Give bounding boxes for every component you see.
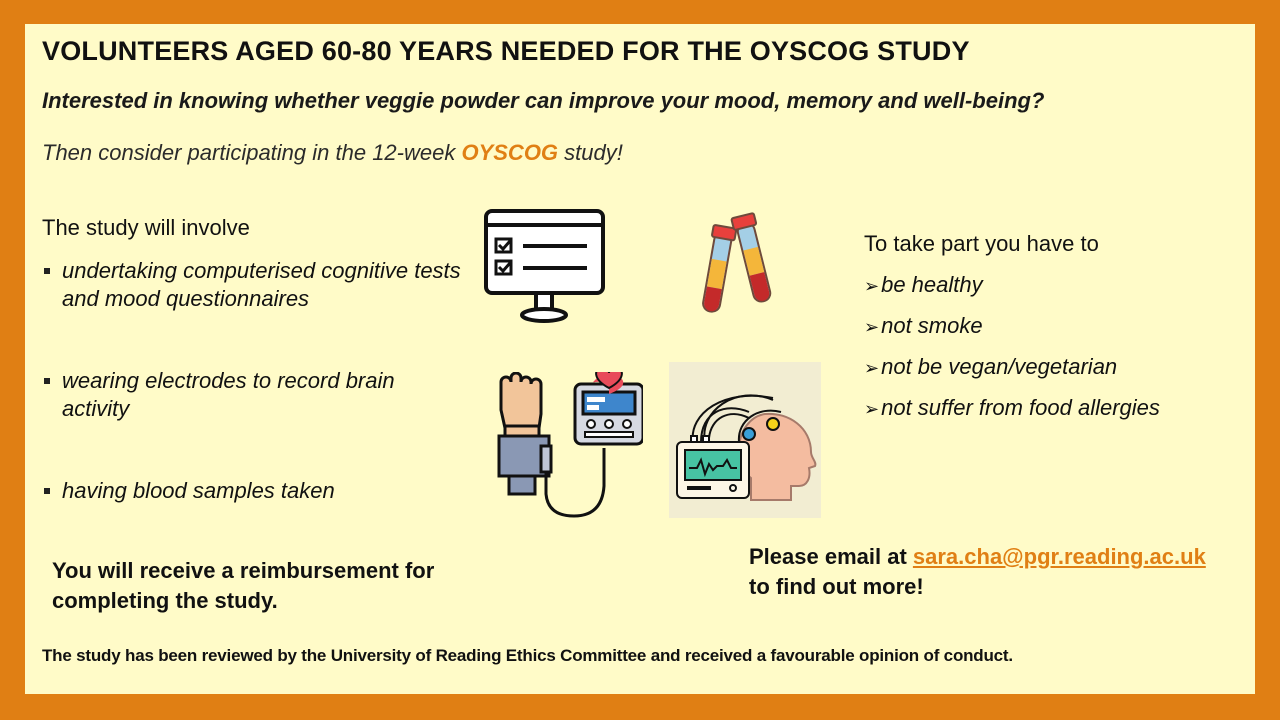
requirement-item: ➢be healthy [864,272,983,297]
involve-item: wearing electrodes to record brain activity [42,367,462,423]
bullet-square [44,488,50,494]
arrow-bullet-icon: ➢ [864,317,880,337]
involve-heading: The study will involve [42,215,250,240]
intro-question: Interested in knowing whether veggie powder can improve your mood, memory and well-being? [42,88,1045,113]
involve-item: undertaking computerised cognitive tests and mood questionnaires [42,257,462,313]
requirements-heading: To take part you have to [864,231,1099,256]
consider-before: Then consider participating in the 12-week [42,140,462,165]
computer-checklist-icon [483,208,607,324]
ethics-footer: The study has been reviewed by the University of Reading Ethics Committee and received a favourable opinion of conduct. [42,646,1013,665]
consider-after: study! [558,140,623,165]
bullet-square [44,378,50,384]
contact-after: to find out more! [749,574,924,599]
email-link[interactable]: sara.cha@pgr.reading.ac.uk [912,544,1206,569]
contact-before: Please email at [749,544,913,569]
contact-note [749,542,1269,602]
requirement-item: ➢not be vegan/vegetarian [864,354,1118,379]
bullet-square [44,268,50,274]
intro-consider [42,140,623,166]
blood-pressure-monitor-icon [495,372,643,520]
requirement-item: ➢not smoke [864,313,983,338]
involve-item: having blood samples taken [42,477,462,505]
poster [25,24,1255,694]
reimbursement-note: You will receive a reimbursement for completing the study. [52,558,435,613]
arrow-bullet-icon: ➢ [864,399,880,419]
arrow-bullet-icon: ➢ [864,276,880,296]
poster-title: VOLUNTEERS AGED 60-80 YEARS NEEDED FOR THE OYSCOG STUDY [42,36,970,66]
requirement-item: ➢not suffer from food allergies [864,395,1160,420]
study-name: OYSCOG [461,140,559,165]
arrow-bullet-icon: ➢ [864,358,880,378]
blood-sample-tubes-icon [695,210,785,318]
eeg-head-icon [669,362,821,518]
